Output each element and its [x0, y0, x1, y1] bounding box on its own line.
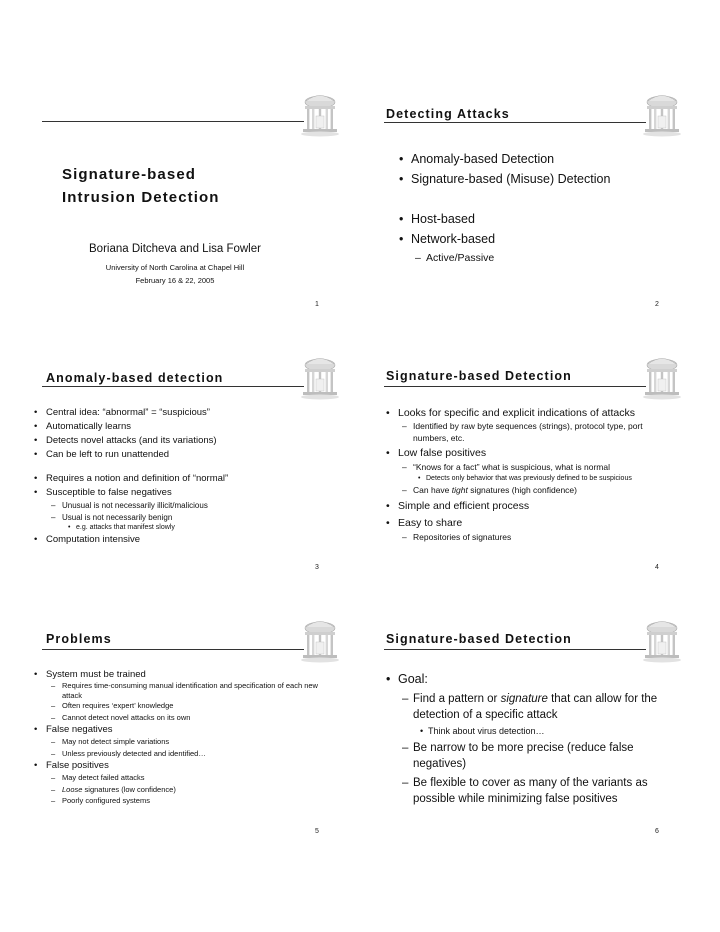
old-well-logo-icon [300, 618, 340, 664]
list-item: – Be narrow to be more precise (reduce false negatives) [413, 740, 678, 772]
list-item: – Unless previously detected and identified… [62, 748, 346, 760]
old-well-logo-icon [642, 355, 682, 401]
text-segment: Can have [413, 485, 452, 495]
title-rule [42, 649, 304, 650]
list-item: • Central idea: “abnormal” = “suspicious” [46, 406, 228, 420]
list-item: • Goal: [398, 670, 688, 688]
page-number: 6 [655, 828, 659, 835]
list-item: – Usual is not necessarily benign [62, 512, 228, 524]
old-well-logo-icon [300, 92, 340, 138]
list-item: • False negatives [46, 723, 346, 736]
list-item: • Automatically learns [46, 420, 228, 434]
bullet-list [46, 668, 346, 807]
text-segment: Find a pattern or [413, 693, 501, 705]
list-item: • Host-based [411, 209, 610, 229]
page-number: 4 [655, 564, 659, 571]
title-rule [384, 649, 646, 650]
bullet-list [411, 149, 610, 267]
list-item: – Requires time-consuming manual identification and specification of each new attack [62, 681, 332, 700]
slide-6 [370, 600, 720, 860]
slide-title: Detecting Attacks [386, 107, 510, 121]
list-item: • Detects only behavior that was previously defined to be suspicious [426, 474, 666, 484]
list-item [413, 484, 678, 497]
title-rule [42, 386, 304, 387]
title-rule [42, 121, 304, 122]
slide-title: Problems [46, 632, 112, 646]
emphasis-text: signature [500, 693, 548, 705]
slide-title-line-2: Intrusion Detection [62, 189, 220, 206]
text-segment: signatures (high confidence) [467, 485, 577, 495]
list-item: – Unusual is not necessarily illicit/malicious [62, 500, 228, 512]
list-item: – Poorly configured systems [62, 795, 346, 807]
text-segment: signatures (low confidence) [82, 784, 176, 794]
list-item: • System must be trained [46, 668, 346, 681]
old-well-logo-icon [642, 618, 682, 664]
slide-2 [370, 70, 720, 330]
emphasis-text: tight [451, 485, 468, 495]
slide-title-line-1: Signature-based [62, 166, 197, 183]
list-item: – Repositories of signatures [413, 531, 678, 544]
page-number: 5 [315, 828, 319, 835]
list-item: • Network-based [411, 229, 610, 249]
emphasis-text: Loose [62, 784, 83, 794]
text-segment: that can allow for the detection of a specific attack [413, 693, 658, 721]
slide-title: Signature-based Detection [386, 632, 572, 646]
list-item: – Identified by raw byte sequences (strings), protocol type, port numbers, etc. [413, 421, 678, 444]
list-item: – Often requires ‘expert’ knowledge [62, 700, 346, 712]
title-rule [384, 386, 646, 387]
list-item: • e.g. attacks that manifest slowly [76, 523, 228, 533]
list-item: • Simple and efficient process [398, 499, 678, 514]
slide-5 [30, 600, 380, 860]
author: Boriana Ditcheva and Lisa Fowler [89, 243, 261, 255]
slide-title: Signature-based Detection [386, 369, 572, 383]
list-item: – May not detect simple variations [62, 736, 346, 748]
list-item: • Signature-based (Misuse) Detection [411, 169, 610, 189]
list-item: • Think about virus detection… [428, 723, 688, 740]
list-item [62, 784, 346, 796]
list-item: • Anomaly-based Detection [411, 149, 610, 169]
list-item: • Low false positives [398, 446, 678, 461]
list-item: • Easy to share [398, 516, 678, 531]
list-item: – May detect failed attacks [62, 772, 346, 784]
list-item: – Be flexible to cover as many of the variants as possible while minimizing false positives [413, 775, 688, 807]
list-item: • Detects novel attacks (and its variations) [46, 434, 228, 448]
slide-title: Anomaly-based detection [46, 371, 224, 385]
list-item: • Can be left to run unattended [46, 448, 228, 462]
page-number: 3 [315, 564, 319, 571]
bullet-list [398, 406, 678, 544]
old-well-logo-icon [300, 355, 340, 401]
list-item: – “Knows for a fact” what is suspicious, what is normal [413, 461, 678, 474]
list-item: • Susceptible to false negatives [46, 486, 228, 500]
list-item: – Cannot detect novel attacks on its own [62, 712, 346, 724]
title-rule [384, 122, 646, 123]
page-number: 2 [655, 301, 659, 308]
slide-1 [30, 70, 380, 330]
old-well-logo-icon [642, 92, 682, 138]
list-item: • False positives [46, 759, 346, 772]
slide-3 [30, 335, 380, 595]
page-number: 1 [315, 301, 319, 308]
bullet-list [398, 670, 688, 807]
list-item [413, 691, 688, 723]
list-item: • Looks for specific and explicit indications of attacks [398, 406, 678, 421]
date: February 16 & 22, 2005 [135, 276, 215, 285]
list-item: – Active/Passive [426, 249, 610, 267]
bullet-list [46, 406, 228, 547]
affiliation: University of North Carolina at Chapel Hill [105, 263, 245, 272]
list-item: • Computation intensive [46, 533, 228, 547]
list-item: • Requires a notion and definition of “normal” [46, 472, 228, 486]
slide-4 [370, 335, 720, 595]
